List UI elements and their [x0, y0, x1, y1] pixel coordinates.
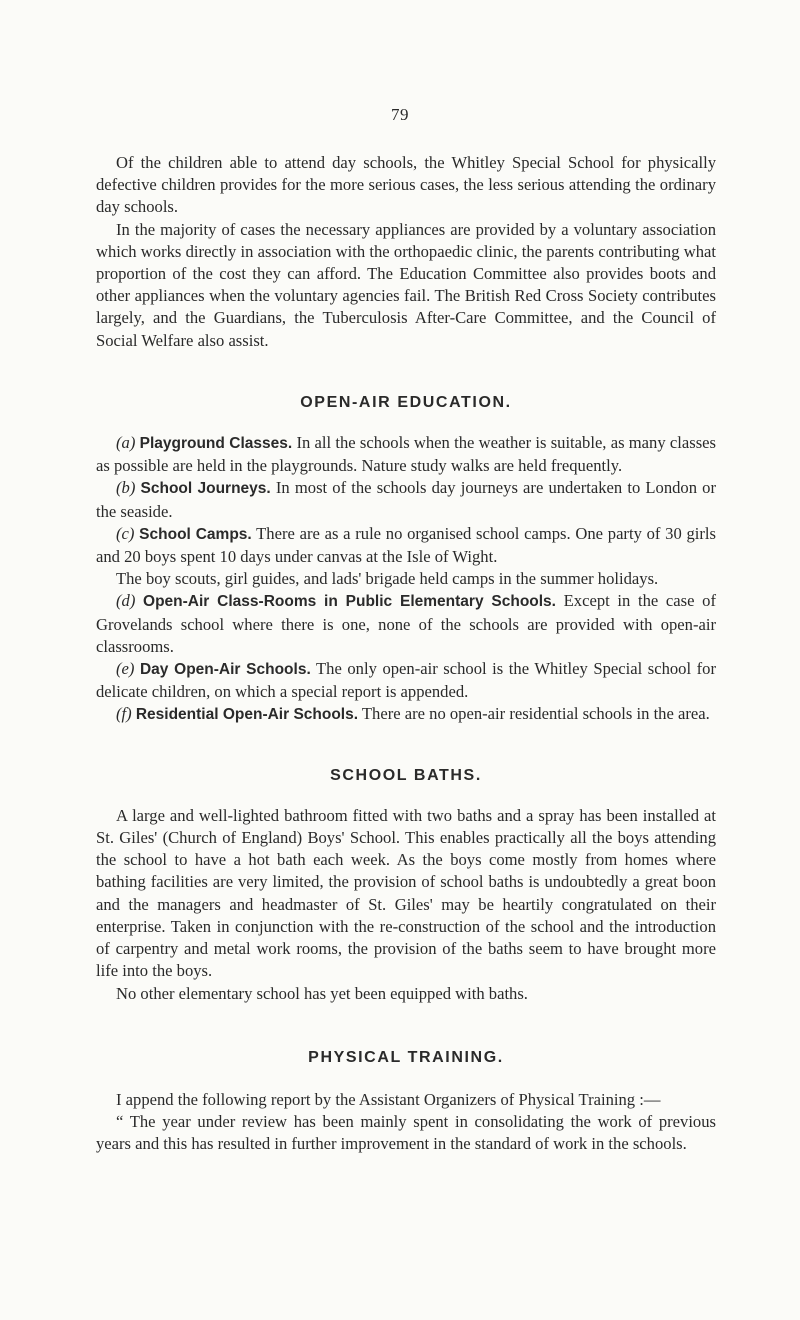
- item-e-title: Day Open-Air Schools.: [139, 661, 311, 679]
- open-air-item-a: [96, 432, 716, 477]
- physical-paragraph-1: I append the following report by the Assistant Organizers of Physical Training :—: [116, 1089, 661, 1109]
- open-air-item-d: [96, 590, 716, 658]
- open-air-item-c: [96, 523, 716, 568]
- item-d-text: Except in the case of Grovelands school where there is one, none of the schools are provided with open-air classrooms.: [96, 591, 716, 656]
- item-c-text: There are as a rule no organised school camps. One party of 30 girls and 20 boys spent 10 days under canvas at the Isle of Wight.: [96, 523, 716, 567]
- open-air-item-e: [96, 658, 716, 703]
- item-f-text: There are no open-air residential schools in the area.: [361, 704, 710, 724]
- item-f-label: (f): [116, 704, 132, 724]
- intro-paragraph-1: Of the children able to attend day schools, the Whitley Special School for physically defective children provides for the more serious cases, the less serious attending the ordinary day schools.: [96, 153, 716, 217]
- physical-paragraph-2: “ The year under review has been mainly spent in consolidating the work of previous years and this has resulted in further improvement in the standard of work in the schools.: [96, 1112, 716, 1154]
- intro-paragraph-2: In the majority of cases the necessary appliances are provided by a voluntary association which works directly in association with the orthopaedic clinic, the parents contributing what proportion of the cost they can afford. The Education Committee also provides boots and other appliances when the voluntary agencies fail. The British Red Cross Society contributes largely, and the Guardians, the Tuberculosis After-Care Committee, and the Council of Social Welfare also assist.: [96, 219, 716, 350]
- open-air-item-f: [96, 703, 716, 726]
- baths-paragraph-2: No other elementary school has yet been equipped with baths.: [116, 983, 528, 1003]
- item-e-label: (e): [116, 659, 135, 679]
- item-b-title: School Journeys.: [140, 480, 271, 498]
- item-a-title: Playground Classes.: [139, 435, 293, 453]
- item-c-title: School Camps.: [139, 525, 252, 543]
- item-f-title: Residential Open-Air Schools.: [135, 706, 359, 724]
- item-e-text: The only open-air school is the Whitley Special school for delicate children, on which a special report is appended.: [96, 659, 716, 702]
- open-air-item-c-followup: The boy scouts, girl guides, and lads' brigade held camps in the summer holidays.: [116, 569, 659, 589]
- item-d-title: Open-Air Class-Rooms in Public Elementary Schools.: [143, 593, 556, 611]
- item-a-text: In all the schools when the weather is suitable, as many classes as possible are held in the playgrounds. Nature study walks are held frequently.: [96, 433, 716, 476]
- open-air-heading: OPEN-AIR EDUCATION.: [300, 393, 512, 411]
- page-number: 79: [391, 105, 409, 124]
- document-page: [96, 108, 716, 1156]
- open-air-item-b: [96, 477, 716, 522]
- school-baths-heading: SCHOOL BATHS.: [330, 766, 482, 784]
- item-c-label: (c): [116, 523, 135, 543]
- baths-paragraph-1: A large and well-lighted bathroom fitted with two baths and a spray has been installed at St. Giles' (Church of England) Boys' School. This enables practically all the boys attending the school to have a hot bath each week. As the boys come mostly from homes where bathing facilities are very limited, the provision of school baths is undoubtedly a great boon and the managers and headmaster of St. Giles' may be heartily congratulated on their enterprise. Taken in conjunction with the re-construction of the school and the introduction of carpentry and metal work rooms, the provision of the baths seem to have brought more life into the boys.: [96, 805, 716, 981]
- item-b-label: (b): [116, 478, 136, 498]
- item-b-text: In most of the schools day journeys are undertaken to London or the seaside.: [96, 478, 716, 521]
- item-d-label: (d): [116, 591, 136, 611]
- item-a-label: (a): [116, 433, 136, 453]
- physical-training-heading: PHYSICAL TRAINING.: [308, 1048, 504, 1066]
